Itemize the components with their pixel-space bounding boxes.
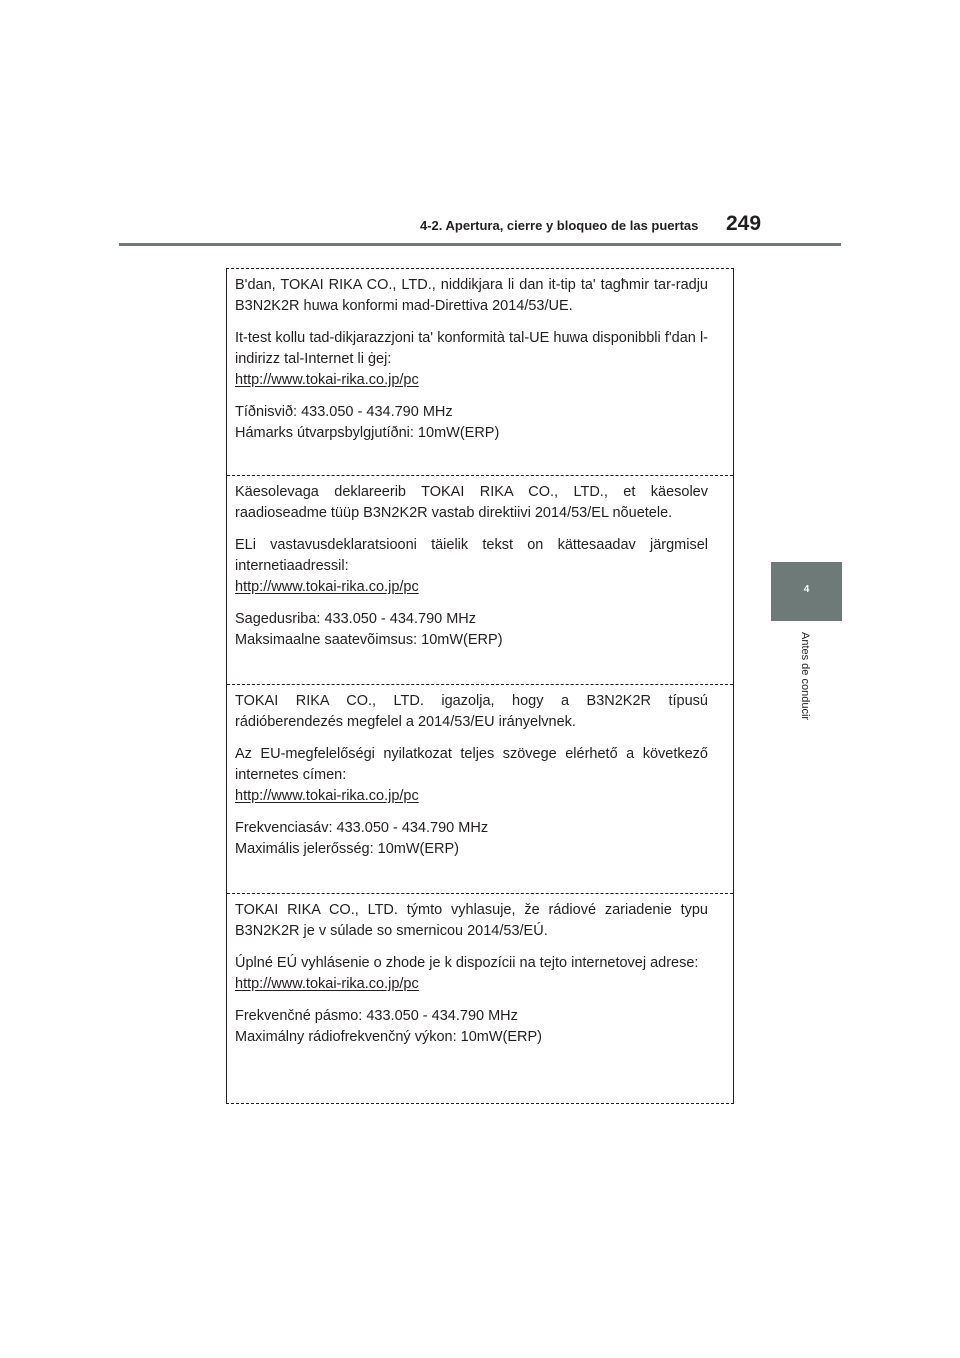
declaration-maltese <box>227 275 733 444</box>
chapter-label: Antes de conducir <box>799 632 811 721</box>
declaration-slovak <box>227 900 733 1048</box>
declaration-availability <box>235 535 708 598</box>
availability-text: It-test kollu tad-dikjarazzjoni ta' konformità tal-UE huwa disponibbli f'dan l-indirizz tal-Internet li ġej: <box>235 330 708 367</box>
max-power: Maximálny rádiofrekvenčný výkon: 10mW(ERP) <box>235 1029 543 1045</box>
frequency-range: Frekvenčné pásmo: 433.050 - 434.790 MHz <box>235 1008 518 1024</box>
header-rule <box>119 243 841 246</box>
section-divider <box>227 893 733 894</box>
declaration-estonian <box>227 482 733 651</box>
frequency-range: Tíðnisvið: 433.050 - 434.790 MHz <box>235 404 453 420</box>
declaration-url-link[interactable]: http://www.tokai-rika.co.jp/pc <box>235 976 419 992</box>
max-power: Hámarks útvarpsbylgjutíðni: 10mW(ERP) <box>235 425 500 441</box>
declaration-box <box>226 268 734 1104</box>
declaration-statement: TOKAI RIKA CO., LTD. týmto vyhlasuje, že rádiové zariadenie typu B3N2K2R je v súlade so smernicou 2014/53/EÚ. <box>235 902 708 939</box>
max-power: Maximális jelerősség: 10mW(ERP) <box>235 841 459 857</box>
chapter-number: 4 <box>803 584 810 595</box>
declaration-url-link[interactable]: http://www.tokai-rika.co.jp/pc <box>235 579 419 595</box>
declaration-url-link[interactable]: http://www.tokai-rika.co.jp/pc <box>235 788 419 804</box>
declaration-specs <box>235 1006 708 1048</box>
declaration-availability <box>235 953 708 995</box>
section-divider <box>227 475 733 476</box>
max-power: Maksimaalne saatevõimsus: 10mW(ERP) <box>235 632 503 648</box>
declaration-specs <box>235 818 708 860</box>
frequency-range: Frekvenciasáv: 433.050 - 434.790 MHz <box>235 820 489 836</box>
chapter-tab <box>771 562 842 621</box>
availability-text: ELi vastavusdeklaratsiooni täielik tekst on kättesaadav järgmisel internetiaadressil: <box>235 537 708 574</box>
frequency-range: Sagedusriba: 433.050 - 434.790 MHz <box>235 611 477 627</box>
availability-text: Úplné EÚ vyhlásenie o zhode je k dispozícii na tejto internetovej adrese: <box>235 955 699 971</box>
declaration-statement: Käesolevaga deklareerib TOKAI RIKA CO., LTD., et käesolev raadioseadme tüüp B3N2K2R vastab direktiivi 2014/53/EL nõuetele. <box>235 484 708 521</box>
declaration-statement: TOKAI RIKA CO., LTD. igazolja, hogy a B3N2K2R típusú rádióberendezés megfelel a 2014/53/EU irányelvnek. <box>235 693 708 730</box>
declaration-url-link[interactable]: http://www.tokai-rika.co.jp/pc <box>235 372 419 388</box>
page-number: 249 <box>726 212 762 235</box>
declaration-availability <box>235 328 708 391</box>
declaration-availability <box>235 744 708 807</box>
declaration-specs <box>235 609 708 651</box>
declaration-specs <box>235 402 708 444</box>
availability-text: Az EU-megfelelőségi nyilatkozat teljes szövege elérhető a következő internetes címen: <box>235 746 708 783</box>
declaration-hungarian <box>227 691 733 860</box>
declaration-statement: B'dan, TOKAI RIKA CO., LTD., niddikjara li dan it-tip ta' tagħmir tar-radju B3N2K2R huwa konformi mad-Direttiva 2014/53/UE. <box>235 277 708 314</box>
section-divider <box>227 684 733 685</box>
section-title: 4-2. Apertura, cierre y bloqueo de las puertas <box>420 218 699 233</box>
